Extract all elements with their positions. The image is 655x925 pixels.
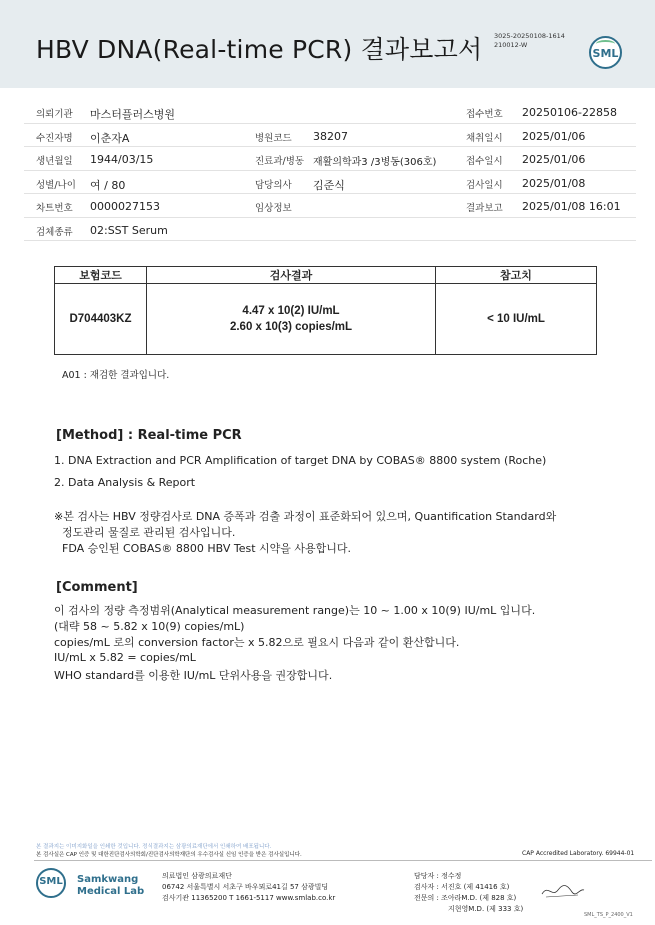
institution-label: 의뢰기관 bbox=[36, 109, 73, 120]
dob-label: 생년월일 bbox=[36, 156, 73, 167]
info-row bbox=[24, 194, 636, 218]
collect-date-value: 2025/01/06 bbox=[522, 129, 586, 143]
brand-line1: Samkwang bbox=[77, 874, 139, 885]
footer-notice: 본 결과지는 이미지화일을 인쇄한 것입니다. 정식결과지는 삼광의료재단에서 인쇄하여 배포됩니다. bbox=[36, 844, 272, 850]
sex-age-value: 여 / 80 bbox=[90, 178, 126, 192]
hospital-code-label: 병원코드 bbox=[255, 132, 292, 144]
dob-value: 1944/03/15 bbox=[90, 153, 154, 166]
result-header-row bbox=[55, 267, 597, 284]
footer-notice: 본 검사실은 CAP 인증 및 대한진단검사의학회/진단검사의학재단의 우수검사실 신임 인증을 받은 검사실입니다. bbox=[36, 852, 302, 858]
reference-header: 참고치 bbox=[436, 267, 597, 284]
retest-note: A01 : 재검한 결과입니다. bbox=[62, 370, 170, 381]
test-date-value: 2025/01/08 bbox=[522, 176, 586, 190]
document-code bbox=[494, 32, 565, 50]
patient-label: 수진자명 bbox=[36, 132, 73, 144]
result-cell bbox=[147, 284, 436, 355]
collect-date-label: 채취일시 bbox=[466, 132, 503, 144]
clinical-label: 임상정보 bbox=[255, 203, 292, 214]
footer-org bbox=[162, 871, 335, 904]
insurance-code-header: 보험코드 bbox=[55, 267, 147, 284]
institution-value: 마스터플러스병원 bbox=[90, 108, 176, 121]
specimen-label: 검체종류 bbox=[36, 226, 73, 238]
result-copies: 2.60 x 10(3) copies/mL bbox=[229, 321, 353, 333]
dept-label: 진료과/병동 bbox=[255, 156, 305, 167]
staff-line: 담당자 : 정수정 bbox=[414, 872, 462, 880]
staff-line: 지현영M.D. (제 333 호) bbox=[448, 905, 524, 913]
doctor-value: 김준식 bbox=[313, 178, 345, 192]
comment-line: copies/mL 로의 conversion factor는 x 5.82으로 필요시 다음과 같이 환산합니다. bbox=[54, 636, 460, 649]
method-note: ※본 검사는 HBV 정량검사로 DNA 증폭과 검출 과정이 표준화되어 있으며, Quantification Standard와 bbox=[54, 510, 557, 523]
method-title: [Method] : Real-time PCR bbox=[56, 428, 242, 443]
method-note: FDA 승인된 COBAS® 8800 HBV Test 시약을 사용합니다. bbox=[62, 542, 352, 555]
form-code: SML_TS_P_2400_V1 bbox=[584, 912, 633, 918]
receipt-no-label: 접수번호 bbox=[466, 109, 503, 120]
org-name: 의료법인 삼광의료재단 bbox=[162, 872, 232, 880]
footer-divider bbox=[34, 860, 652, 861]
comment-line: (대략 58 ~ 5.82 x 10(9) copies/mL) bbox=[54, 620, 245, 633]
org-contact: 검사기관 11365200 T 1661-5117 www.smlab.co.kr bbox=[162, 894, 336, 902]
report-header bbox=[0, 0, 655, 88]
logo-text: SML bbox=[592, 47, 619, 60]
document-code-line2: 210012-W bbox=[494, 41, 528, 49]
info-row bbox=[24, 218, 636, 242]
chart-no-label: 차트번호 bbox=[36, 203, 73, 214]
document-code-line1: 3025-20250108-1614 bbox=[494, 32, 565, 40]
sex-age-label: 성별/나이 bbox=[36, 179, 76, 191]
staff-line: 전문의 : 조아라M.D. (제 828 호) bbox=[414, 894, 517, 902]
comment-title: [Comment] bbox=[56, 580, 138, 595]
logo-text: SML bbox=[39, 876, 63, 887]
comment-line: IU/mL x 5.82 = copies/mL bbox=[54, 651, 196, 664]
chart-no-value: 0000027153 bbox=[90, 200, 160, 213]
test-date-label: 검사일시 bbox=[466, 179, 503, 191]
receipt-no-value: 20250106-22858 bbox=[522, 106, 617, 119]
brand-name bbox=[77, 874, 144, 898]
staff-line: 검사자 : 서진호 (제 41416 호) bbox=[414, 883, 510, 891]
patient-value: 이춘자A bbox=[90, 131, 130, 145]
result-iu: 4.47 x 10(2) IU/mL bbox=[242, 305, 340, 317]
reference-cell: < 10 IU/mL bbox=[436, 284, 597, 355]
signature-icon bbox=[540, 882, 585, 900]
method-note: 정도관리 물질로 관리된 검사입니다. bbox=[62, 526, 236, 539]
comment-line: 이 검사의 정량 측정범위(Analytical measurement range)는 10 ~ 1.00 x 10(9) IU/mL 입니다. bbox=[54, 604, 536, 617]
report-title: HBV DNA(Real-time PCR) 결과보고서 bbox=[36, 35, 483, 64]
result-table bbox=[54, 266, 597, 355]
cap-accreditation: CAP Accredited Laboratory. 69944-01 bbox=[522, 850, 635, 857]
method-line: 2. Data Analysis & Report bbox=[54, 476, 196, 489]
info-row bbox=[24, 171, 636, 195]
report-date-label: 결과보고 bbox=[466, 203, 503, 214]
receipt-date-label: 접수일시 bbox=[466, 156, 503, 167]
result-row bbox=[55, 284, 597, 355]
org-address: 06742 서울특별시 서초구 바우뫼로41길 57 삼광빌딩 bbox=[162, 883, 329, 891]
sml-logo-icon bbox=[589, 36, 622, 69]
footer-staff bbox=[414, 871, 523, 915]
info-row bbox=[24, 124, 636, 148]
specimen-value: 02:SST Serum bbox=[90, 223, 168, 237]
info-row bbox=[24, 100, 636, 124]
method-line: 1. DNA Extraction and PCR Amplification of target DNA by COBAS® 8800 system (Roche) bbox=[54, 454, 547, 467]
doctor-label: 담당의사 bbox=[255, 179, 292, 191]
brand-line2: Medical Lab bbox=[77, 886, 145, 897]
result-header: 검사결과 bbox=[147, 267, 436, 284]
receipt-date-value: 2025/01/06 bbox=[522, 153, 586, 166]
info-row bbox=[24, 147, 636, 171]
hospital-code-value: 38207 bbox=[313, 129, 348, 143]
report-date-value: 2025/01/08 16:01 bbox=[522, 200, 621, 213]
comment-line: WHO standard를 이용한 IU/mL 단위사용을 권장합니다. bbox=[54, 669, 333, 682]
patient-info-table bbox=[24, 100, 636, 241]
insurance-code-cell: D704403KZ bbox=[55, 284, 147, 355]
sml-footer-logo-icon bbox=[34, 866, 74, 900]
dept-value: 재활의학과3 /3병동(306호) bbox=[313, 157, 437, 168]
